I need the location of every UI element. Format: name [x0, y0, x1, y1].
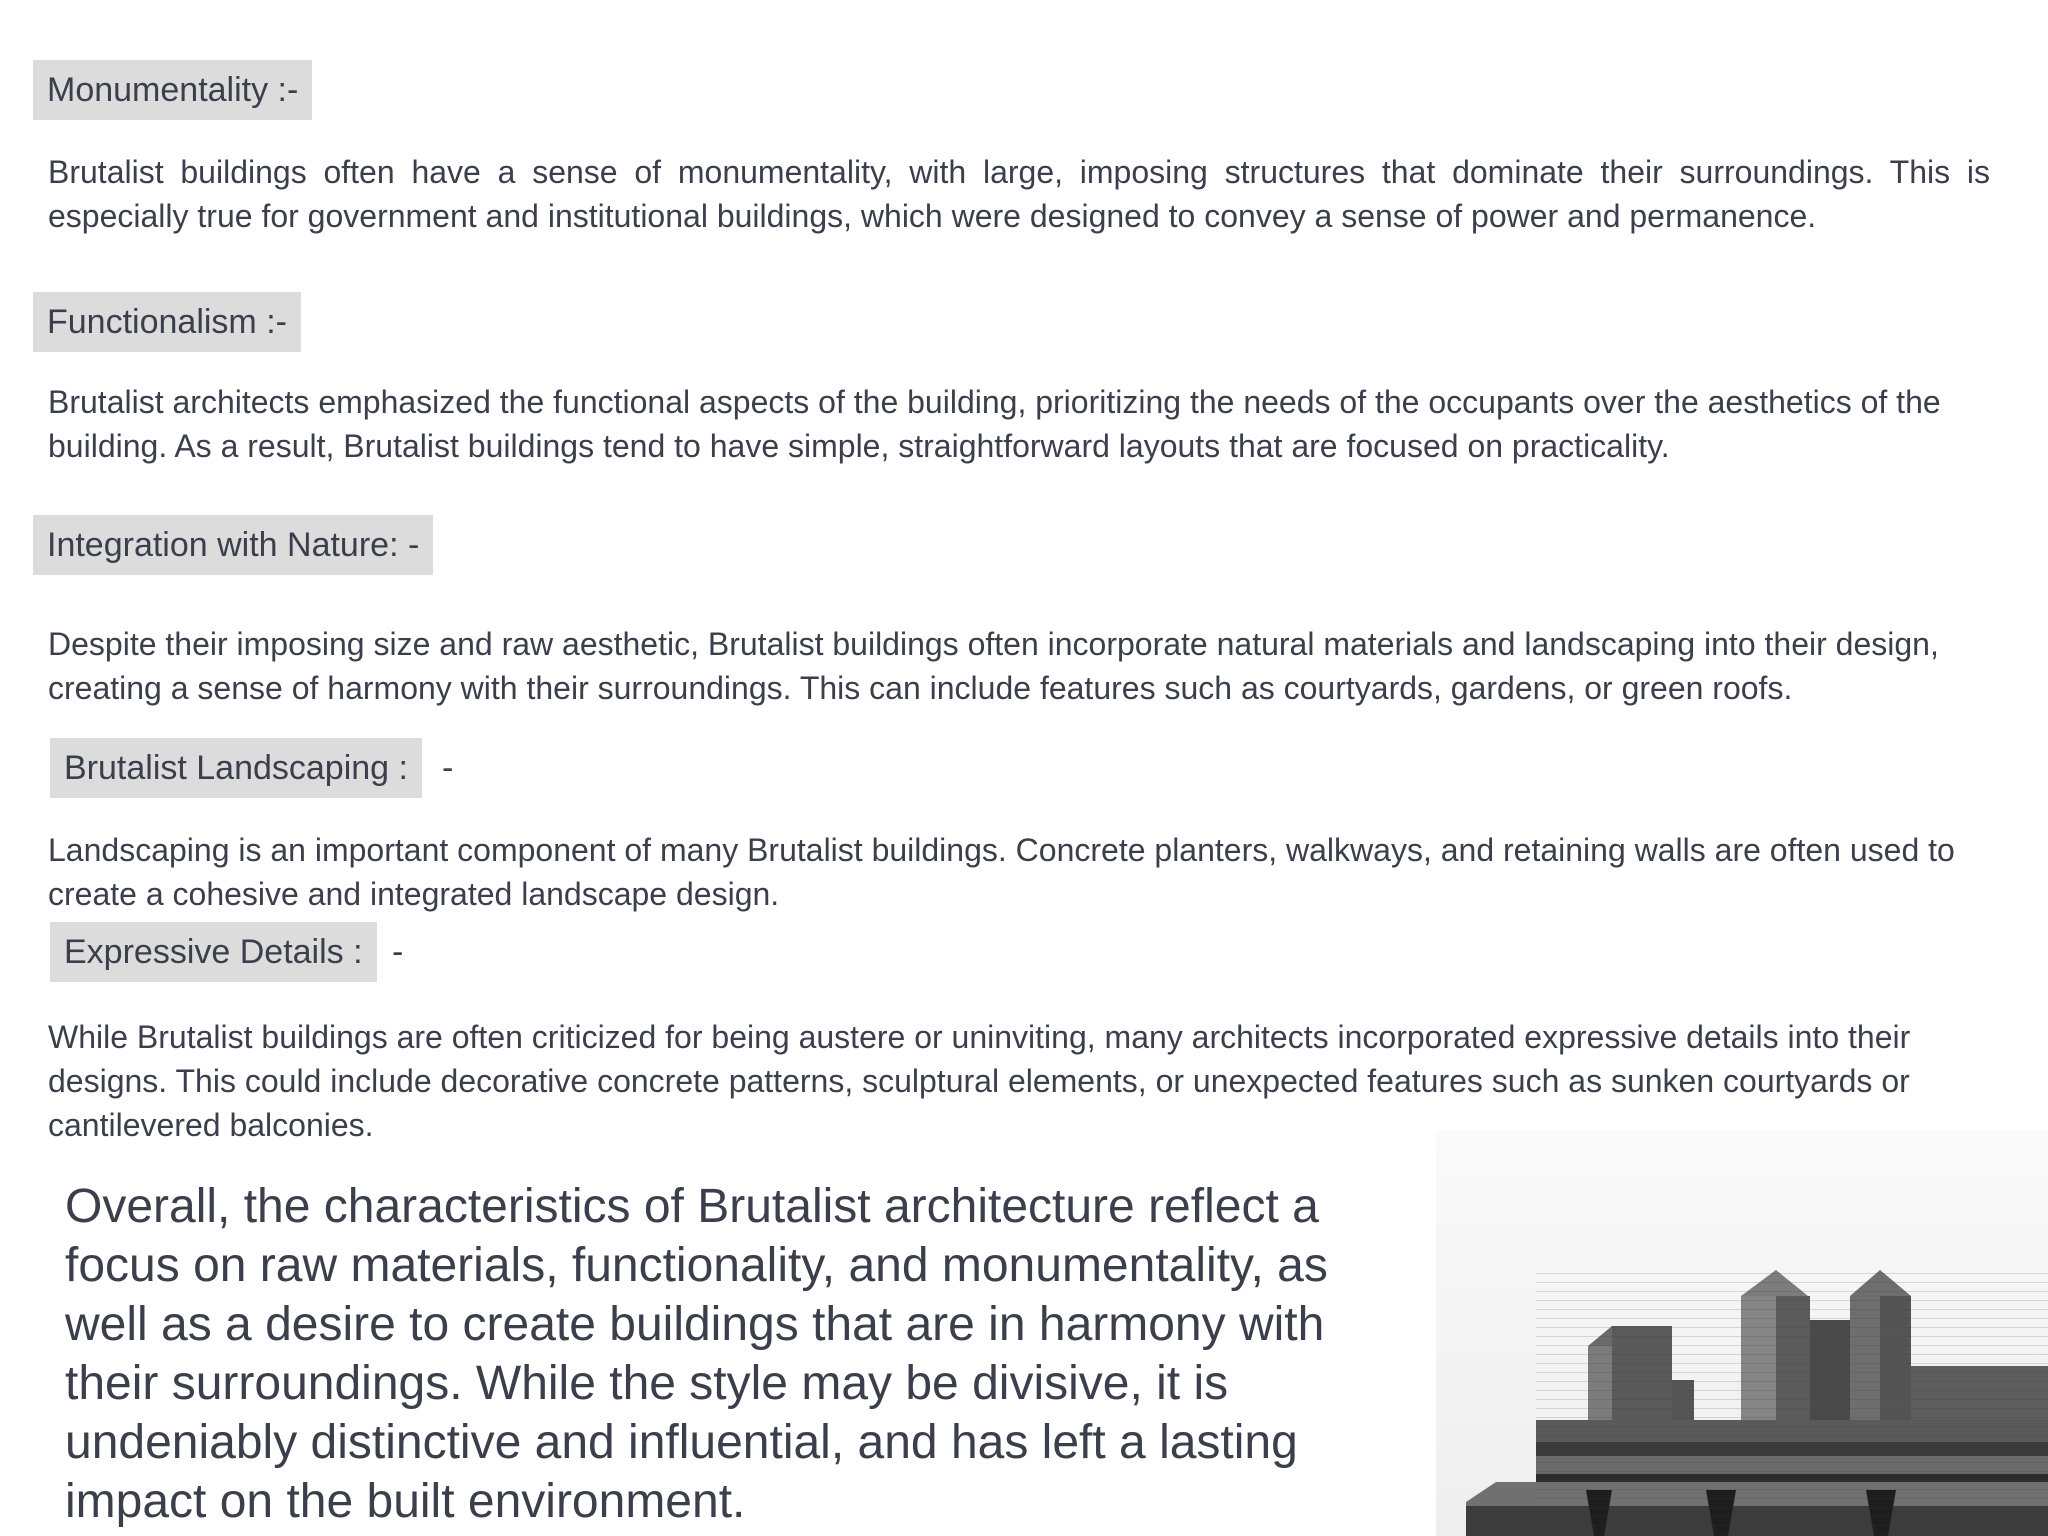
section-heading-integration-with-nature: Integration with Nature: -	[33, 515, 433, 575]
section-heading-functionalism: Functionalism :-	[33, 292, 301, 352]
section-heading-brutalist-landscaping: Brutalist Landscaping :	[50, 738, 422, 798]
conclusion-text: Overall, the characteristics of Brutalist architecture reflect a focus on raw materials, functionality, and monumentality, as well as a desire to create buildings that are in harmony with their surroundings. While the style may be divisive, it is undeniably distinctive and influential, and has left a lasting impact on the built environment.	[65, 1180, 1328, 1528]
section-body-monumentality: Brutalist buildings often have a sense of monumentality, with large, imposing structures that dominate their surroundings. This is especially true for government and institutional buildings, which were designed to convey a sense of power and permanence.	[48, 154, 1990, 234]
section-body-expressive-details: While Brutalist buildings are often criticized for being austere or uninviting, many architects incorporated expressive details into their designs. This could include decorative concrete patterns, sculptural elements, or unexpected features such as sunken courtyards or cantilevered balconies.	[48, 1019, 1911, 1143]
section-body-brutalist-landscaping: Landscaping is an important component of many Brutalist buildings. Concrete planters, walkways, and retaining walls are often used to create a cohesive and integrated landscape design.	[48, 832, 1955, 912]
brutalist-building-image	[1436, 1130, 2048, 1536]
section-heading-monumentality: Monumentality :-	[33, 60, 312, 120]
section-heading-expressive-details: Expressive Details :	[50, 922, 377, 982]
section-body-integration-with-nature: Despite their imposing size and raw aesthetic, Brutalist buildings often incorporate natural materials and landscaping into their design, creating a sense of harmony with their surroundings. This can include features such as courtyards, gardens, or green roofs.	[48, 626, 1939, 706]
section-heading-suffix: -	[392, 933, 404, 971]
section-heading-suffix: -	[442, 749, 454, 787]
section-body-functionalism: Brutalist architects emphasized the functional aspects of the building, prioritizing the needs of the occupants over the aesthetics of the building. As a result, Brutalist buildings tend to have simple, straightforward layouts that are focused on practicality.	[48, 384, 1941, 464]
